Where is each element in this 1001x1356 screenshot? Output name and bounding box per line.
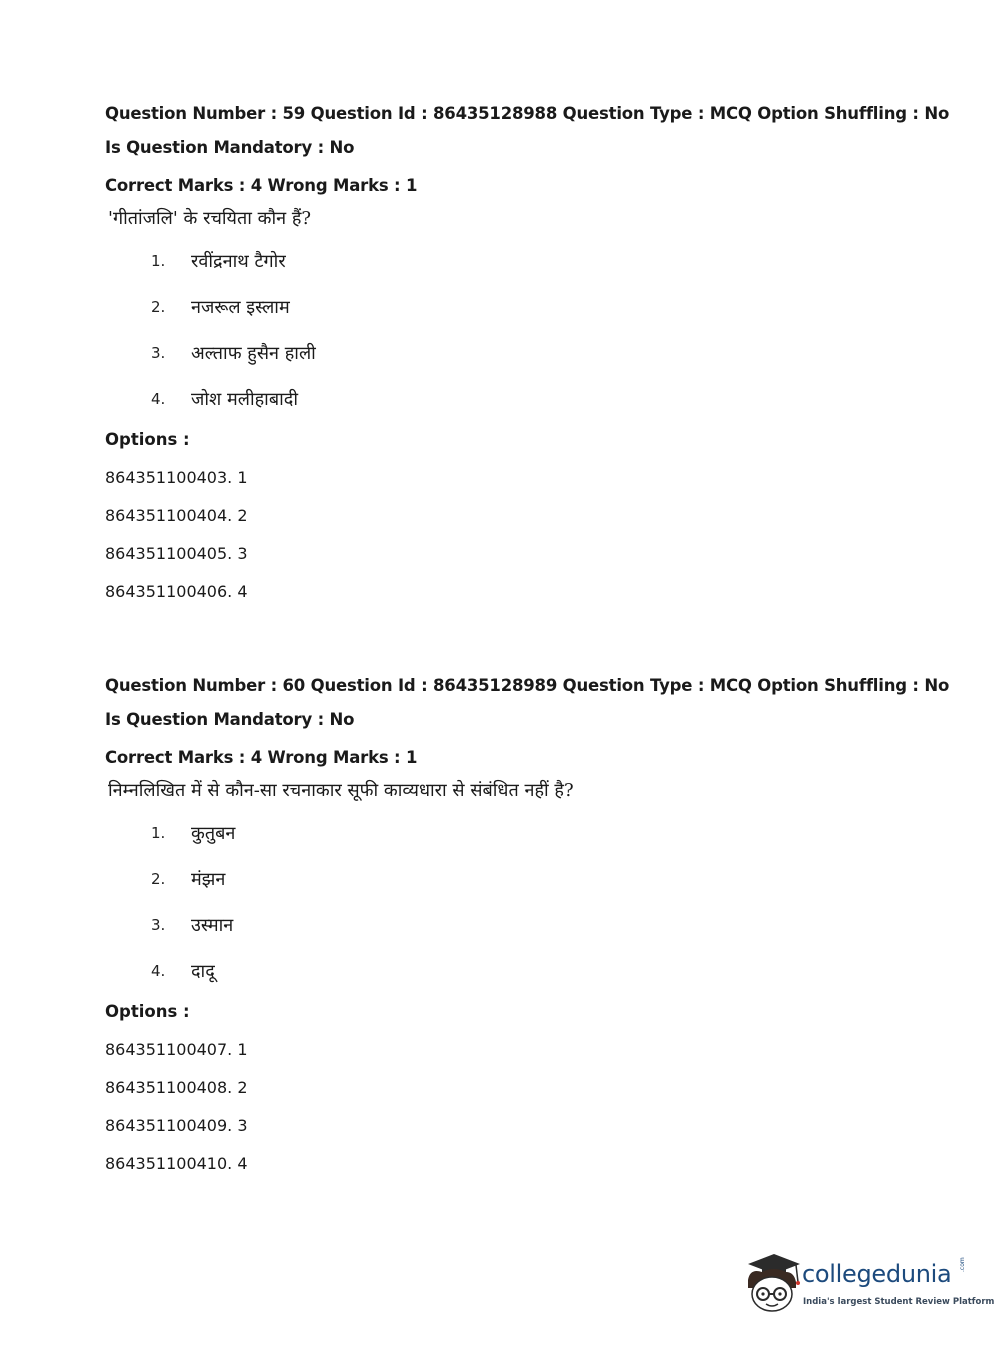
choice-number: 2.	[151, 870, 166, 888]
question-marks-line: Correct Marks : 4 Wrong Marks : 1	[105, 176, 418, 195]
question-meta-line: Question Number : 60 Question Id : 86435128989 Question Type : MCQ Option Shuffling : No	[105, 676, 950, 695]
option-id-row: 864351100404. 2	[105, 506, 248, 525]
choice-list	[105, 238, 925, 422]
choice-text: रवींद्रनाथ टैगोर	[191, 251, 286, 272]
choice-text: नजरूल इस्लाम	[191, 297, 290, 318]
choice-number: 1.	[151, 824, 166, 842]
options-label: Options :	[105, 430, 190, 449]
option-id-row: 864351100408. 2	[105, 1078, 248, 1097]
choice-item	[105, 330, 925, 376]
question-60	[105, 674, 950, 1190]
question-meta-line: Question Number : 59 Question Id : 86435128988 Question Type : MCQ Option Shuffling : No	[105, 104, 950, 123]
choice-list	[105, 810, 925, 994]
option-id-row: 864351100409. 3	[105, 1116, 248, 1135]
option-id-row: 864351100406. 4	[105, 582, 248, 601]
brand-suffix: .com	[959, 1257, 966, 1272]
choice-text: दादू	[191, 961, 215, 982]
options-label: Options :	[105, 1002, 190, 1021]
option-id-row: 864351100410. 4	[105, 1154, 248, 1173]
option-id-row: 864351100403. 1	[105, 468, 248, 487]
choice-item	[105, 238, 925, 284]
question-text: निम्नलिखित में से कौन-सा रचनाकार सूफी काव्यधारा से संबंधित नहीं है?	[108, 780, 574, 801]
choice-item	[105, 284, 925, 330]
question-marks-line: Correct Marks : 4 Wrong Marks : 1	[105, 748, 418, 767]
choice-item	[105, 902, 925, 948]
choice-number: 2.	[151, 298, 166, 316]
question-text: 'गीतांजलि' के रचयिता कौन हैं?	[108, 208, 312, 229]
brand-tagline: India's largest Student Review Platform	[803, 1297, 995, 1307]
collegedunia-logo	[742, 1250, 995, 1320]
choice-item	[105, 948, 925, 994]
choice-item	[105, 856, 925, 902]
option-id-row: 864351100405. 3	[105, 544, 248, 563]
question-59	[105, 102, 950, 618]
choice-number: 1.	[151, 252, 166, 270]
choice-text: जोश मलीहाबादी	[191, 389, 298, 410]
choice-text: कुतुबन	[191, 823, 236, 844]
brand-name: collegedunia	[802, 1260, 952, 1288]
question-mandatory-line: Is Question Mandatory : No	[105, 710, 355, 729]
choice-text: अल्ताफ हुसैन हाली	[191, 343, 316, 364]
choice-number: 4.	[151, 962, 166, 980]
choice-number: 4.	[151, 390, 166, 408]
student-mascot-icon	[742, 1250, 804, 1314]
choice-item	[105, 376, 925, 422]
choice-number: 3.	[151, 344, 166, 362]
option-id-row: 864351100407. 1	[105, 1040, 248, 1059]
choice-number: 3.	[151, 916, 166, 934]
question-mandatory-line: Is Question Mandatory : No	[105, 138, 355, 157]
choice-text: मंझन	[191, 869, 226, 890]
choice-item	[105, 810, 925, 856]
choice-text: उस्मान	[191, 915, 234, 936]
